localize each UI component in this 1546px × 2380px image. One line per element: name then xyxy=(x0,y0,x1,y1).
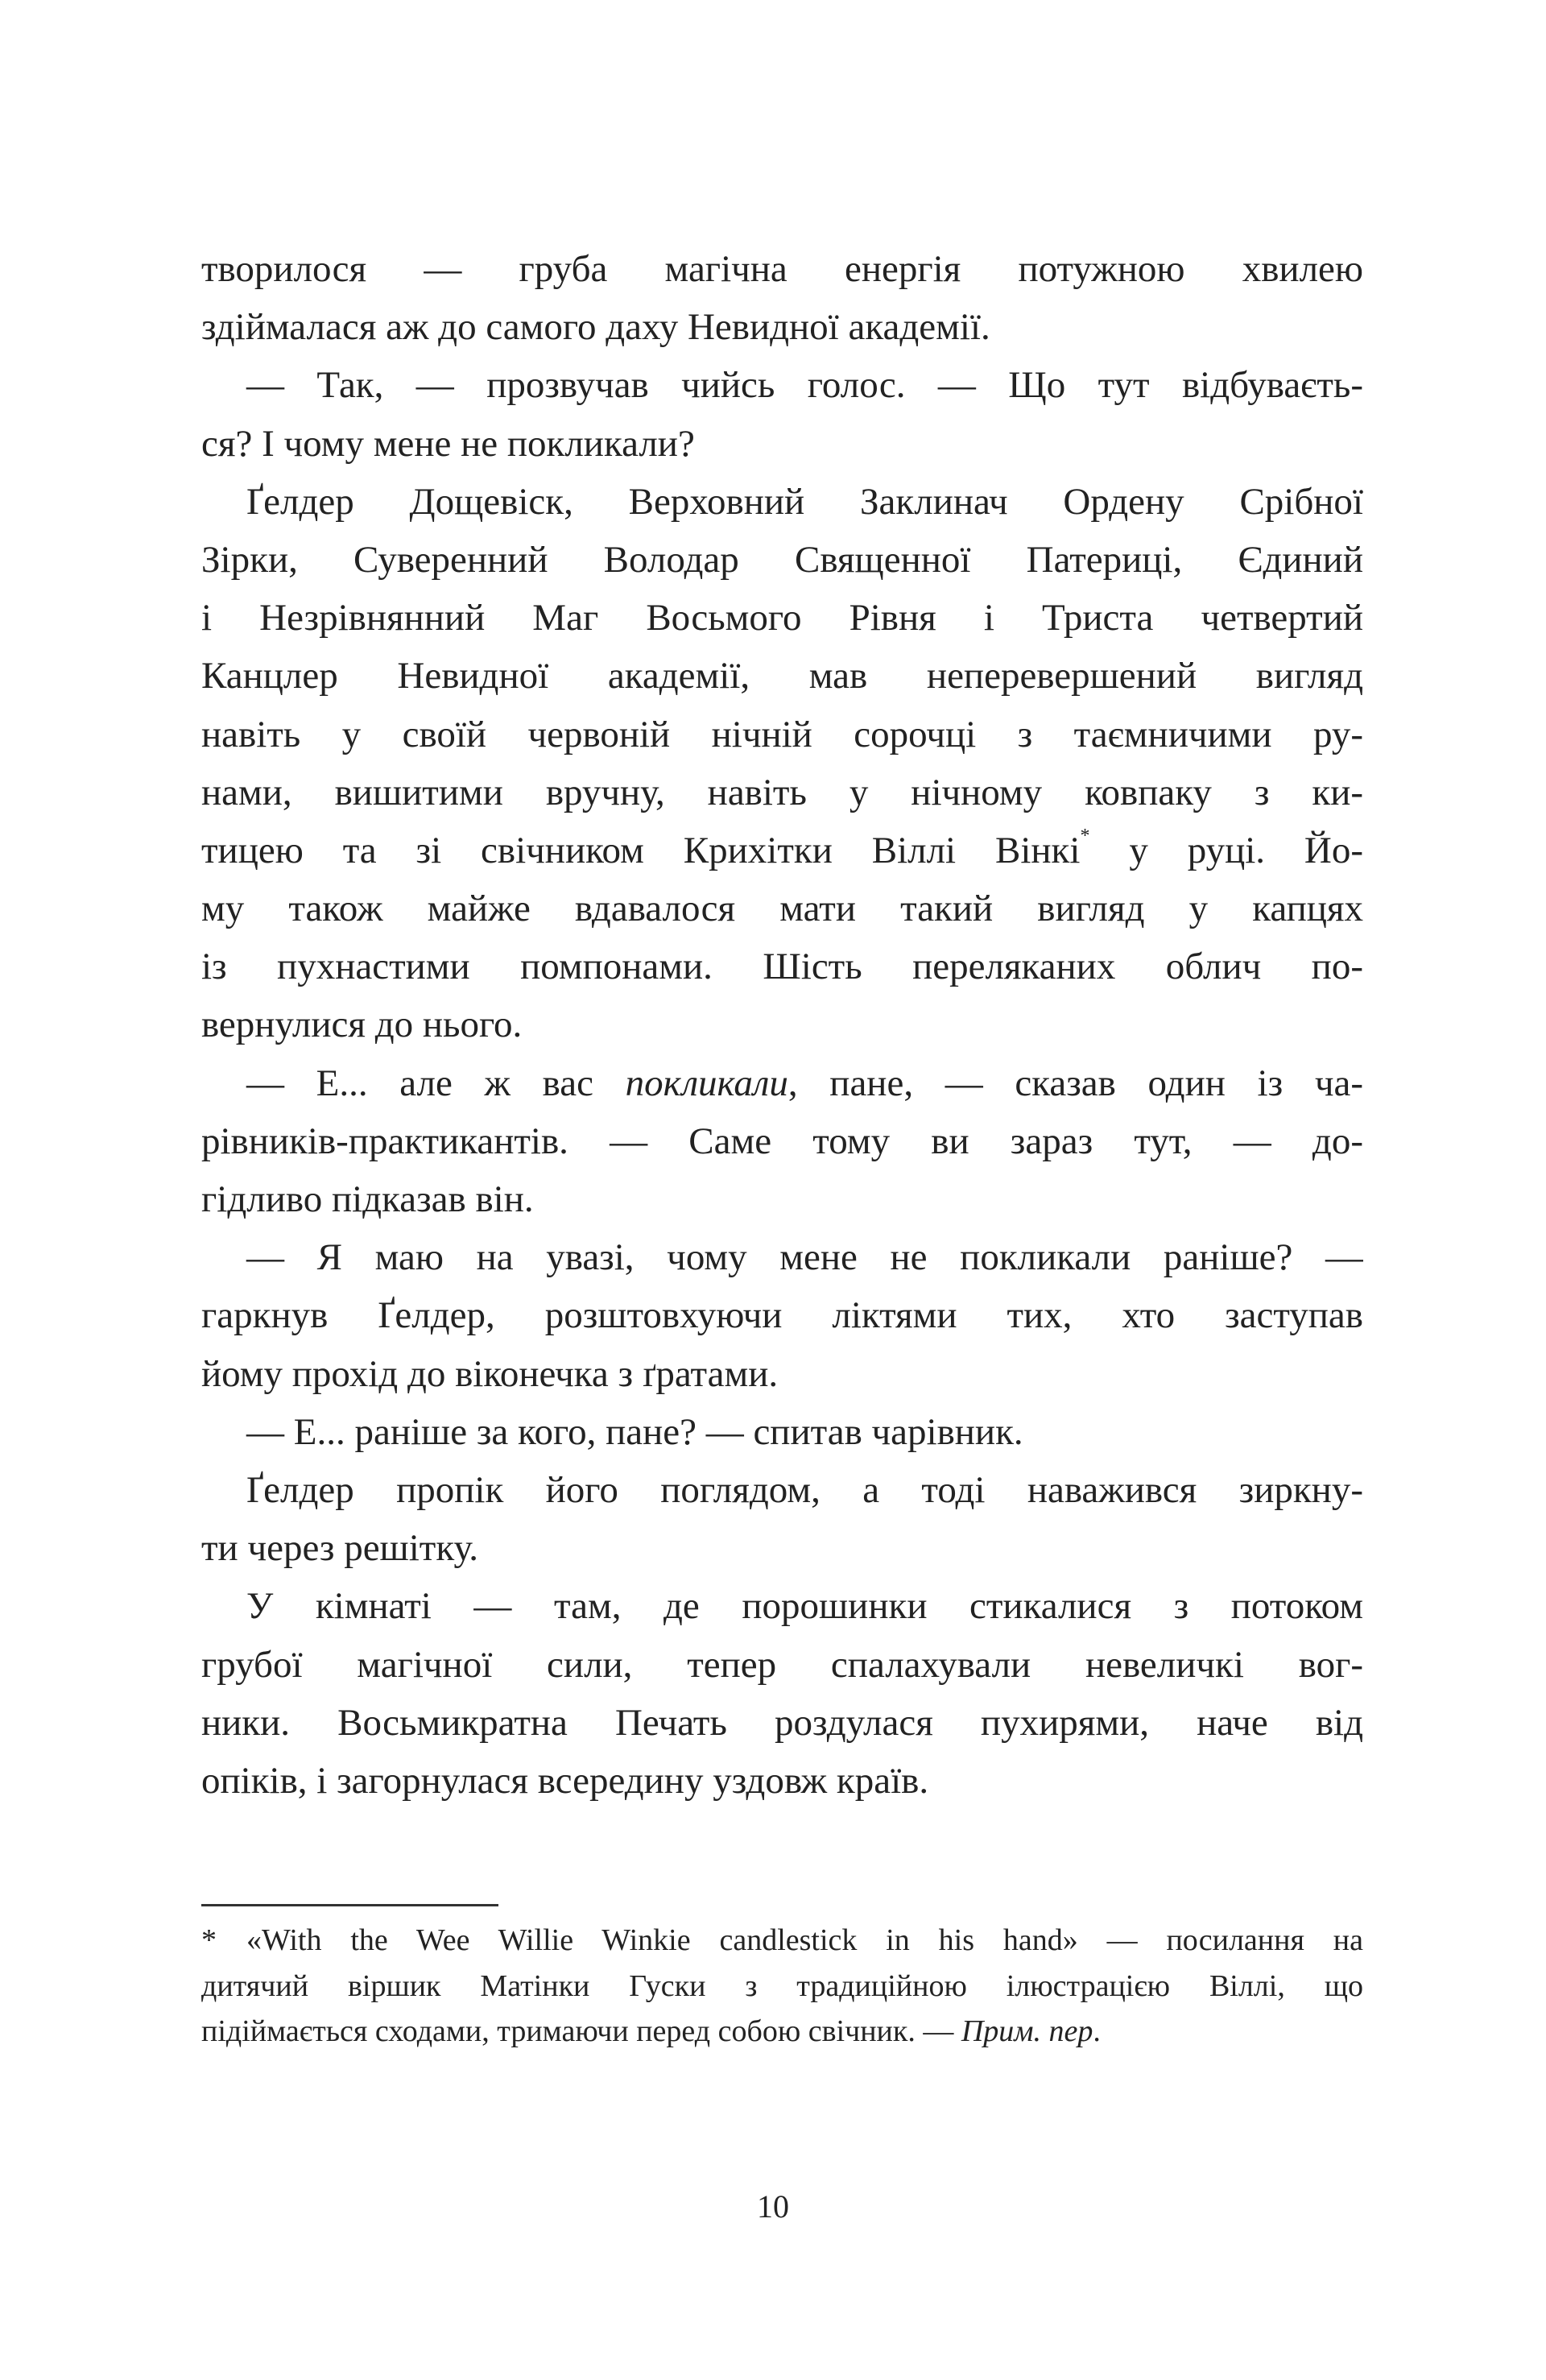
text-line: рівників-практикантів. — Саме тому ви зараз тут, — до- xyxy=(201,1120,1363,1162)
text-line: нами, вишитими вручну, навіть у нічному ковпаку з ки- xyxy=(201,771,1363,813)
text-line: творилося — груба магічна енергія потужною хвилею xyxy=(201,248,1363,290)
emphasis: покликали xyxy=(625,1062,788,1104)
text-segment: «With the Wee Willie Winkie candlestick in his hand» — посилання на xyxy=(246,1923,1363,1957)
text-line: грубої магічної сили, тепер спалахували невеличкі вог- xyxy=(201,1643,1363,1686)
text-line: У кімнаті — там, де порошинки стикалися з потоком xyxy=(246,1585,1363,1628)
footnote-reference: * xyxy=(1080,825,1090,846)
text-line: здіймалася аж до самого даху Невидної академії. xyxy=(201,306,990,349)
text-line: — Е... раніше за кого, пане? — спитав чарівник. xyxy=(246,1410,1023,1453)
text-segment: , пане, — сказав один із ча- xyxy=(787,1062,1363,1104)
text-line: Ґелдер Дощевіск, Верховний Заклинач Ордену Срібної xyxy=(246,480,1363,523)
text-line: вернулися до нього. xyxy=(201,1004,523,1046)
text-segment: — Е... але ж вас xyxy=(246,1062,626,1104)
text-line: — Так, — прозвучав чийсь голос. — Що тут відбуваєть- xyxy=(246,364,1363,407)
text-line xyxy=(201,1054,1363,1112)
page-number: 10 xyxy=(757,2188,789,2225)
text-line: із пухнастими помпонами. Шість переляканих облич по- xyxy=(201,946,1363,988)
text-line: опіків, і загорнулася всередину уздовж країв. xyxy=(201,1759,929,1802)
text-segment: підіймається сходами, тримаючи перед собою свічник. — xyxy=(201,2014,961,2048)
text-line: ся? І чому мене не покликали? xyxy=(201,422,695,465)
text-line: му також майже вдавалося мати такий вигляд у капцях xyxy=(201,888,1363,930)
text-line: навіть у своїй червоній нічній сорочці з таємничими ру- xyxy=(201,713,1363,755)
emphasis: Прим. пер xyxy=(961,2014,1093,2048)
text-line: — Я маю на увазі, чому мене не покликали раніше? — xyxy=(246,1236,1363,1279)
text-line: Канцлер Невидної академії, мав неперевершений вигляд xyxy=(201,655,1363,697)
body-text xyxy=(201,240,1363,1810)
text-line: гаркнув Ґелдер, розштовхуючи ліктями тих, хто заступав xyxy=(201,1294,1363,1337)
footnote-mark: * xyxy=(201,1923,217,1957)
text-line xyxy=(201,822,1363,880)
text-line: ники. Восьмикратна Печать роздулася пухирями, наче від xyxy=(201,1701,1363,1744)
footnote-line xyxy=(201,2009,1363,2055)
text-segment: у руці. Йо- xyxy=(1089,829,1363,871)
footnote-line: дитячий віршик Матінки Гуски з традиційною ілюстрацією Віллі, що xyxy=(201,1968,1363,2003)
text-line: гідливо підказав він. xyxy=(201,1178,534,1220)
text-line: ти через решітку. xyxy=(201,1527,479,1570)
footnote-line xyxy=(201,1918,1363,1964)
text-segment: тицею та зі свічником Крихітки Віллі Вінкі xyxy=(201,829,1081,871)
text-line: Зірки, Суверенний Володар Священної Патериці, Єдиний xyxy=(201,538,1363,581)
text-line: Ґелдер пропік його поглядом, а тоді наважився зиркну- xyxy=(246,1468,1363,1511)
footnote xyxy=(201,1918,1363,2055)
text-line: йому прохід до віконечка з ґратами. xyxy=(201,1352,779,1395)
footnote-divider xyxy=(201,1904,498,1906)
text-line: і Незрівнянний Маг Восьмого Рівня і Триста четвертий xyxy=(201,597,1363,639)
text-segment: . xyxy=(1093,2014,1101,2048)
